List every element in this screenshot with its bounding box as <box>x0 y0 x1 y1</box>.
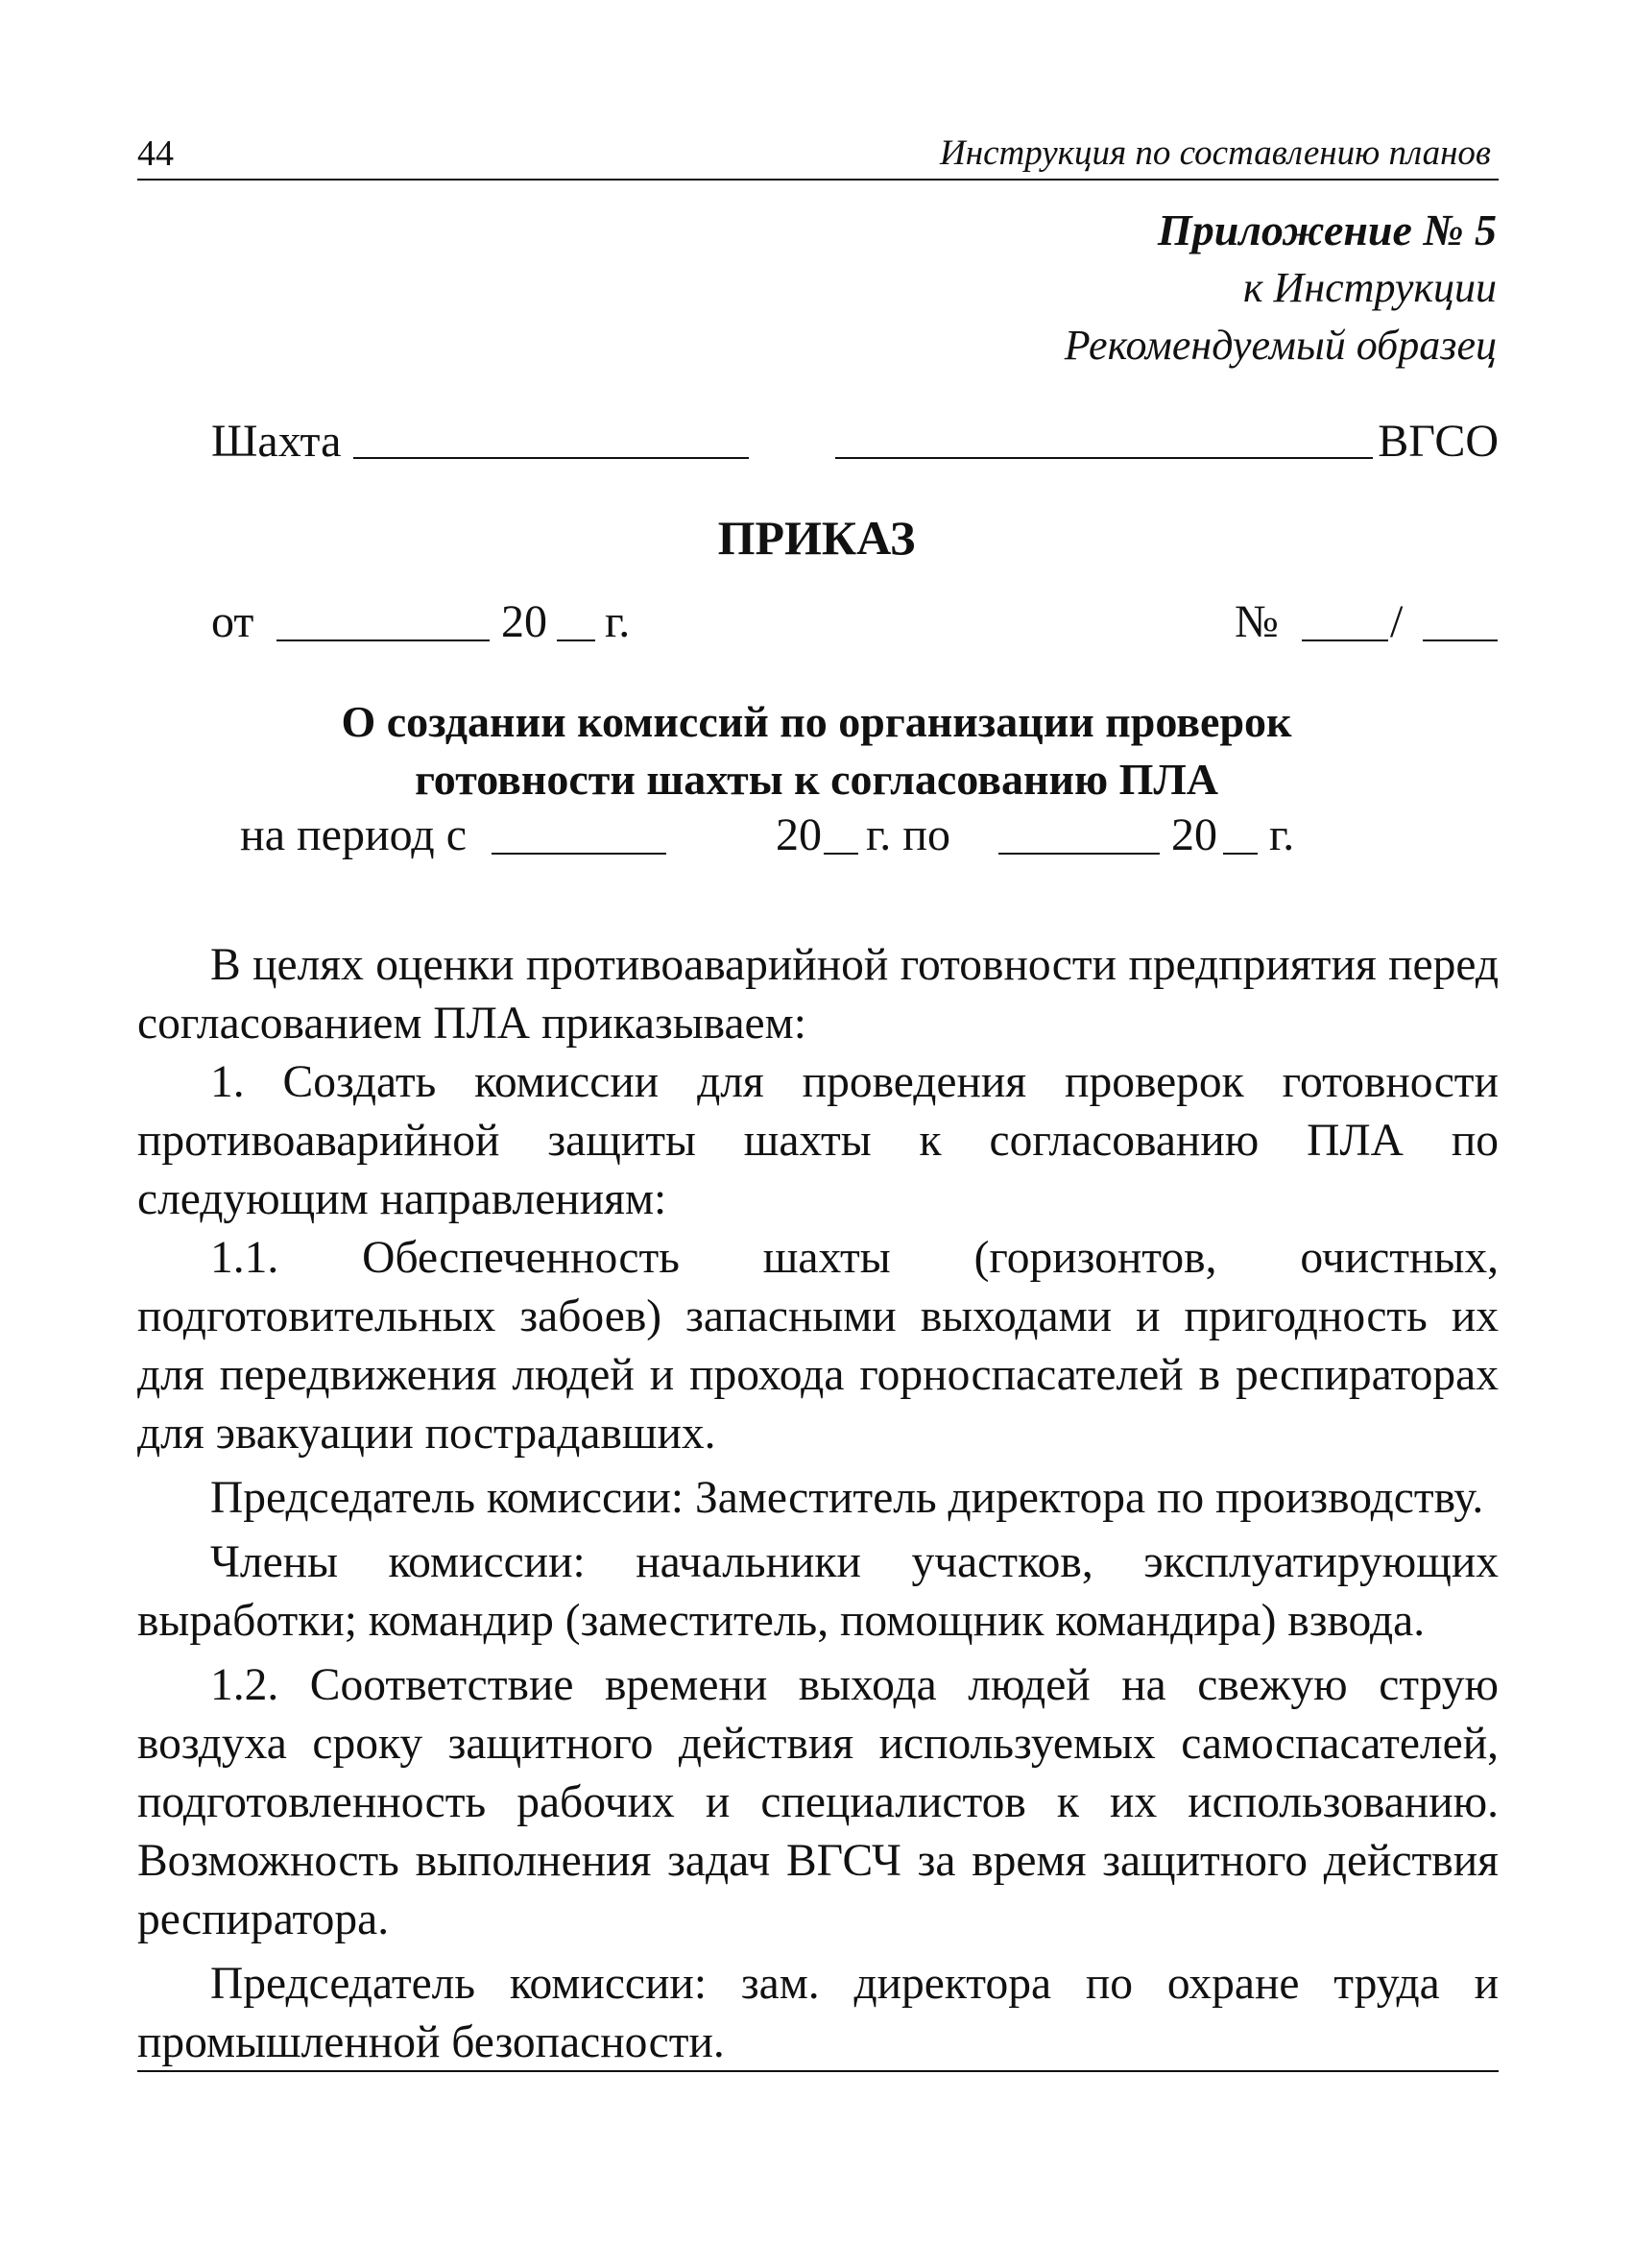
page-number: 44 <box>137 133 174 174</box>
order-subject <box>0 693 1633 808</box>
vgso-label: ВГСО <box>1378 416 1499 467</box>
paragraph-item-1-2: 1.2. Соответствие времени выхода людей на свежую струю воздуха сроку защитного действия используемых самоспасателей, подготовленность рабочих и специалистов к их использованию. Возможность выполнения задач ВГСЧ за время защитного действия респиратора. <box>137 1660 1499 1944</box>
period-mid-label: г. по <box>866 809 950 860</box>
appendix-sample-note: Рекомендуемый образец <box>1064 322 1497 369</box>
appendix-block <box>1065 202 1497 374</box>
running-header <box>137 133 1499 181</box>
number-slash: / <box>1390 596 1404 647</box>
year-blank <box>557 639 595 641</box>
order-body <box>137 936 1499 2078</box>
mine-vgso-row <box>211 413 1499 470</box>
year-suffix: г. <box>605 596 631 647</box>
order-date-number-row <box>211 593 1499 651</box>
period-year2-blank <box>1223 853 1258 855</box>
paragraph-item-1-1: 1.1. Обеспеченность шахты (горизонтов, очистных, подготовительных забоев) запасными выходами и пригодность их для передвижения людей и прохода горноспасателей в респираторах для эвакуации пострадавших. <box>137 1233 1499 1459</box>
period-year1: 20 <box>776 809 822 860</box>
mine-label: Шахта <box>211 416 342 467</box>
paragraph-purpose: В целях оценки противоаварийной готовности предприятия перед согласованием ПЛА приказываем: <box>137 940 1499 1049</box>
order-number-blank <box>1302 639 1388 641</box>
running-title: Инструкция по составлению планов <box>940 133 1491 173</box>
period-from-label: на период с <box>240 809 468 860</box>
period-start-blank <box>492 853 666 855</box>
order-subnumber-blank <box>1423 639 1498 641</box>
subject-line-2: готовности шахты к согласованию ПЛА <box>415 755 1218 804</box>
subject-line-1: О создании комиссий по организации проверок <box>341 697 1292 746</box>
mine-name-blank <box>353 457 749 459</box>
paragraph-chairman-1: Председатель комиссии: Заместитель директора по производству. <box>210 1473 1484 1523</box>
period-year2: 20 <box>1171 809 1217 860</box>
appendix-reference: к Инструкции <box>1242 264 1497 311</box>
period-row <box>240 807 1440 864</box>
appendix-title: Приложение № 5 <box>1157 205 1497 254</box>
bottom-rule <box>137 2070 1499 2072</box>
paragraph-chairman-2: Председатель комиссии: зам. директора по охране труда и промышленной безопасности. <box>137 1959 1499 2067</box>
period-year1-blank <box>824 853 858 855</box>
number-sign: № <box>1235 596 1279 647</box>
vgso-name-blank <box>835 457 1373 459</box>
date-from-label: от <box>211 596 254 647</box>
year-prefix: 20 <box>501 596 547 647</box>
date-blank <box>276 639 490 641</box>
order-title: ПРИКАЗ <box>717 511 916 565</box>
paragraph-item-1: 1. Создать комиссии для проведения проверок готовности противоаварийной защиты шахты к согласованию ПЛА по следующим направлениям: <box>137 1057 1499 1224</box>
paragraph-members-1: Члены комиссии: начальники участков, эксплуатирующих выработки; командир (заместитель, помощник командира) взвода. <box>137 1537 1499 1646</box>
period-end-blank <box>998 853 1160 855</box>
period-end-label: г. <box>1269 809 1295 860</box>
